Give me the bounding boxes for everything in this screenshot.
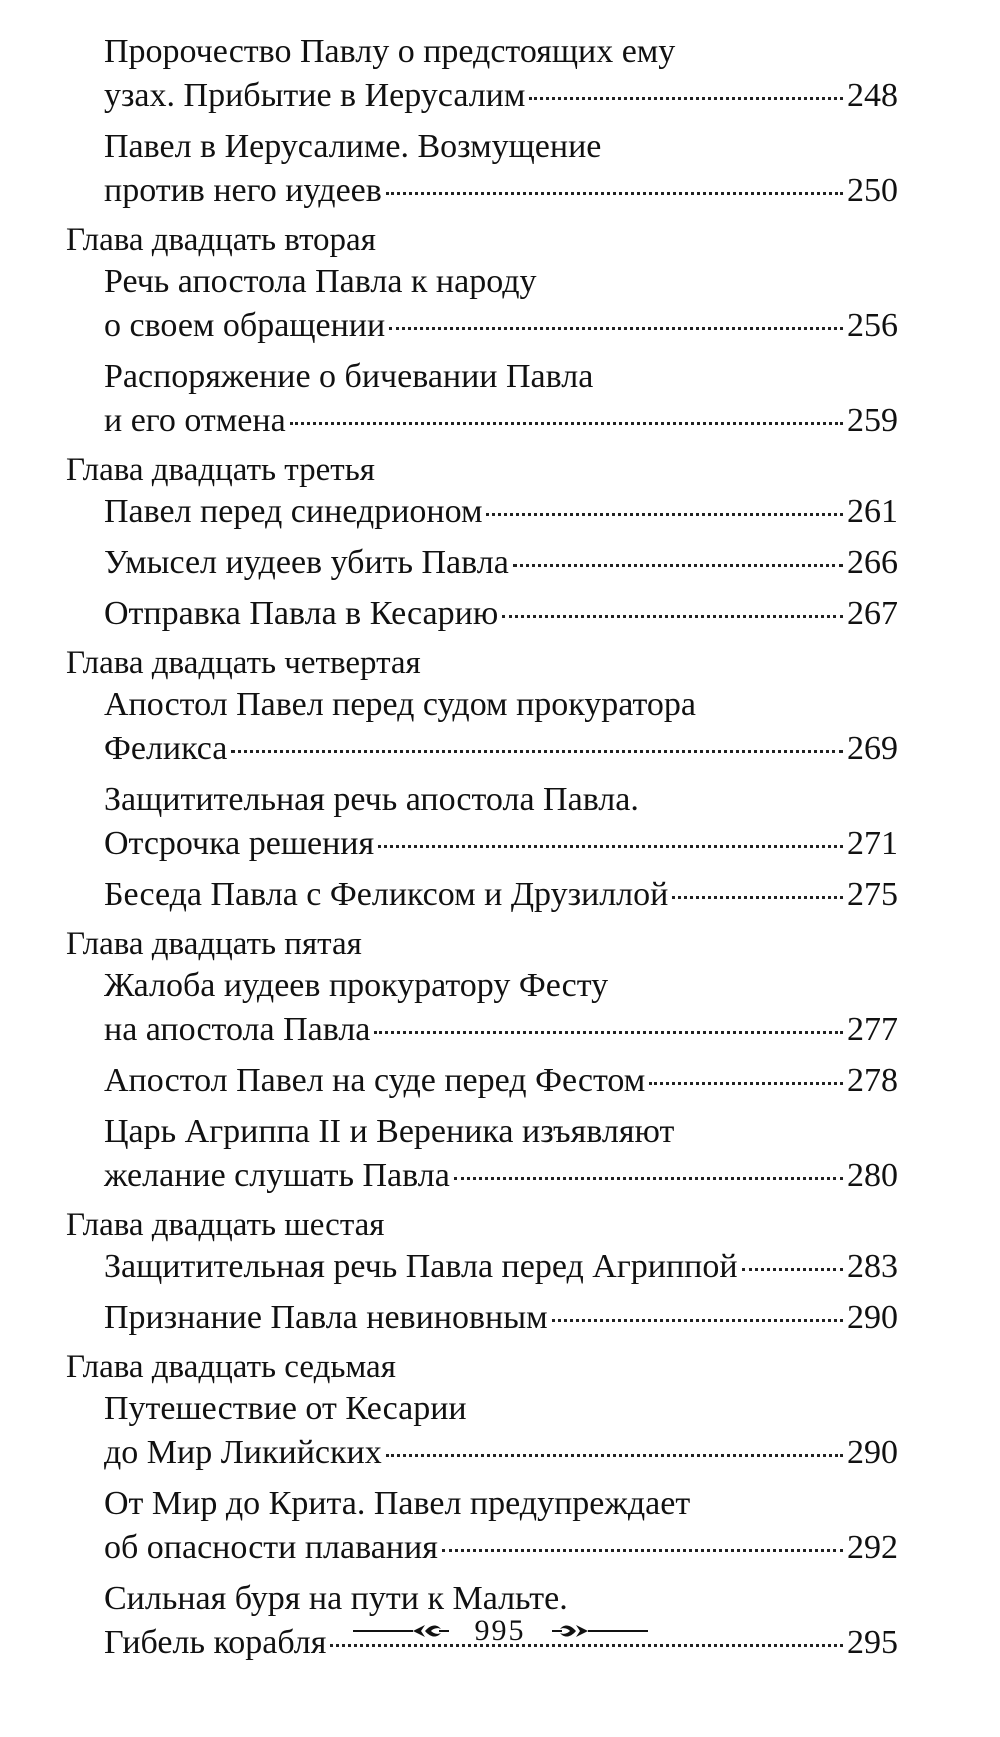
toc-entry-final-line bbox=[104, 490, 898, 534]
toc-entry-final-line bbox=[104, 169, 898, 213]
chapter-heading: Глава двадцать вторая bbox=[66, 222, 376, 258]
toc-entry bbox=[104, 1482, 898, 1570]
toc-entry-title-line: Защитительная речь апостола Павла. bbox=[104, 781, 639, 818]
toc-page-number: 292 bbox=[847, 1529, 898, 1566]
toc-entry-title-end: Феликса bbox=[104, 730, 228, 767]
toc-page-number: 280 bbox=[847, 1157, 898, 1194]
toc-entry-title-end: до Мир Ликийских bbox=[104, 1434, 382, 1471]
toc-entry-title-end: и его отмена bbox=[104, 402, 286, 439]
toc-entry-title-end: Защитительная речь Павла перед Агриппой bbox=[104, 1248, 738, 1285]
toc-entry-title-line: Царь Агриппа II и Вереника изъявляют bbox=[104, 1113, 675, 1150]
dot-leader bbox=[502, 615, 843, 618]
toc-entry bbox=[104, 1110, 898, 1198]
toc-page-number: 277 bbox=[847, 1011, 898, 1048]
toc-entry bbox=[104, 1296, 898, 1340]
toc-entry-title-line: От Мир до Крита. Павел предупреждает bbox=[104, 1485, 691, 1522]
toc-entry-title-end: против него иудеев bbox=[104, 172, 382, 209]
toc-entry-title-line: Жалоба иудеев прокуратору Фесту bbox=[104, 967, 609, 1004]
toc-entry bbox=[104, 964, 898, 1052]
toc-entry-final-line bbox=[104, 1526, 898, 1570]
dot-leader bbox=[290, 422, 843, 425]
toc-entry-title-end: Умысел иудеев убить Павла bbox=[104, 544, 509, 581]
dot-leader bbox=[389, 327, 843, 330]
toc-entry bbox=[104, 125, 898, 213]
chapter-heading: Глава двадцать четвертая bbox=[66, 645, 421, 681]
toc-entry-title-line: Путешествие от Кесарии bbox=[104, 1390, 467, 1427]
toc-page-number: 275 bbox=[847, 876, 898, 913]
toc-page-number: 256 bbox=[847, 307, 898, 344]
toc-entry-final-line bbox=[104, 1154, 898, 1198]
toc-entry-title-end: на апостола Павла bbox=[104, 1011, 371, 1048]
toc-entry-final-line bbox=[104, 74, 898, 118]
toc-page-number: 250 bbox=[847, 172, 898, 209]
toc-entry-final-line bbox=[104, 1008, 898, 1052]
toc-page-number: 248 bbox=[847, 77, 898, 114]
toc-entry bbox=[104, 260, 898, 348]
toc-entry bbox=[104, 541, 898, 585]
toc-entry-final-line bbox=[104, 873, 898, 917]
toc-entry-final-line bbox=[104, 592, 898, 636]
toc-entry-title-end: узах. Прибытие в Иерусалим bbox=[104, 77, 526, 114]
dot-leader bbox=[552, 1319, 843, 1322]
toc-entry bbox=[104, 873, 898, 917]
dot-leader bbox=[442, 1549, 843, 1552]
toc-entry-final-line bbox=[104, 399, 898, 443]
toc-entry bbox=[104, 30, 898, 118]
chapter-heading: Глава двадцать шестая bbox=[66, 1207, 385, 1243]
toc-entry-title-line: Речь апостола Павла к народу bbox=[104, 263, 537, 300]
dot-leader bbox=[231, 750, 843, 753]
toc-entry-title-end: о своем обращении bbox=[104, 307, 386, 344]
toc-entry bbox=[104, 355, 898, 443]
toc-page-number: 261 bbox=[847, 493, 898, 530]
toc-entry-title-end: Беседа Павла с Феликсом и Друзиллой bbox=[104, 876, 669, 913]
toc-entry-final-line bbox=[104, 1431, 898, 1475]
toc-entry-final-line bbox=[104, 727, 898, 771]
toc-entry bbox=[104, 1387, 898, 1475]
table-of-contents bbox=[66, 30, 898, 1672]
toc-page-number: 295 bbox=[847, 1624, 898, 1661]
toc-entry bbox=[104, 490, 898, 534]
toc-entry bbox=[104, 1245, 898, 1289]
dot-leader bbox=[374, 1031, 843, 1034]
toc-entry-title-line: Апостол Павел перед судом прокуратора bbox=[104, 686, 697, 723]
toc-entry bbox=[104, 1059, 898, 1103]
toc-page-number: 267 bbox=[847, 595, 898, 632]
toc-entry-title-end: Гибель корабля bbox=[104, 1624, 327, 1661]
toc-entry-final-line bbox=[104, 822, 898, 866]
toc-entry-final-line bbox=[104, 304, 898, 348]
toc-entry-final-line bbox=[104, 1245, 898, 1289]
toc-entry bbox=[104, 592, 898, 636]
chapter-heading: Глава двадцать третья bbox=[66, 452, 375, 488]
toc-entry-title-end: Отсрочка решения bbox=[104, 825, 375, 862]
toc-entry-title-line: Пророчество Павлу о предстоящих ему bbox=[104, 33, 676, 70]
toc-entry-title-end: Апостол Павел на суде перед Фестом bbox=[104, 1062, 646, 1099]
page-number: 995 bbox=[474, 1614, 526, 1647]
dot-leader bbox=[742, 1268, 843, 1271]
toc-page-number: 278 bbox=[847, 1062, 898, 1099]
toc-entry-title-end: Отправка Павла в Кесарию bbox=[104, 595, 499, 632]
toc-entry-title-end: Признание Павла невиновным bbox=[104, 1299, 548, 1336]
dot-leader bbox=[386, 1454, 843, 1457]
toc-entry bbox=[104, 778, 898, 866]
toc-entry-title-line: Павел в Иерусалиме. Возмущение bbox=[104, 128, 602, 165]
toc-entry-title-end: об опасности плавания bbox=[104, 1529, 438, 1566]
chapter-heading: Глава двадцать пятая bbox=[66, 926, 362, 962]
chapter-heading: Глава двадцать седьмая bbox=[66, 1349, 396, 1385]
toc-entry-final-line bbox=[104, 541, 898, 585]
left-ornament-icon bbox=[353, 1621, 463, 1641]
toc-entry-final-line bbox=[104, 1296, 898, 1340]
dot-leader bbox=[672, 896, 843, 899]
right-ornament-icon bbox=[538, 1621, 648, 1641]
page-footer bbox=[0, 1606, 1000, 1656]
toc-entry-title-line: Распоряжение о бичевании Павла bbox=[104, 358, 594, 395]
toc-page-number: 283 bbox=[847, 1248, 898, 1285]
toc-page-number: 269 bbox=[847, 730, 898, 767]
toc-entry bbox=[104, 683, 898, 771]
toc-entry-title-line: Сильная буря на пути к Мальте. bbox=[104, 1580, 568, 1617]
toc-entry-final-line bbox=[104, 1059, 898, 1103]
toc-page-number: 290 bbox=[847, 1434, 898, 1471]
dot-leader bbox=[386, 192, 843, 195]
toc-page-number: 271 bbox=[847, 825, 898, 862]
dot-leader bbox=[454, 1177, 843, 1180]
toc-page-number: 290 bbox=[847, 1299, 898, 1336]
dot-leader bbox=[486, 513, 843, 516]
dot-leader bbox=[649, 1082, 843, 1085]
toc-page-number: 259 bbox=[847, 402, 898, 439]
dot-leader bbox=[378, 845, 843, 848]
toc-page-number: 266 bbox=[847, 544, 898, 581]
dot-leader bbox=[513, 564, 843, 567]
toc-entry-title-end: Павел перед синедрионом bbox=[104, 493, 483, 530]
toc-entry-title-end: желание слушать Павла bbox=[104, 1157, 450, 1194]
dot-leader bbox=[529, 97, 843, 100]
